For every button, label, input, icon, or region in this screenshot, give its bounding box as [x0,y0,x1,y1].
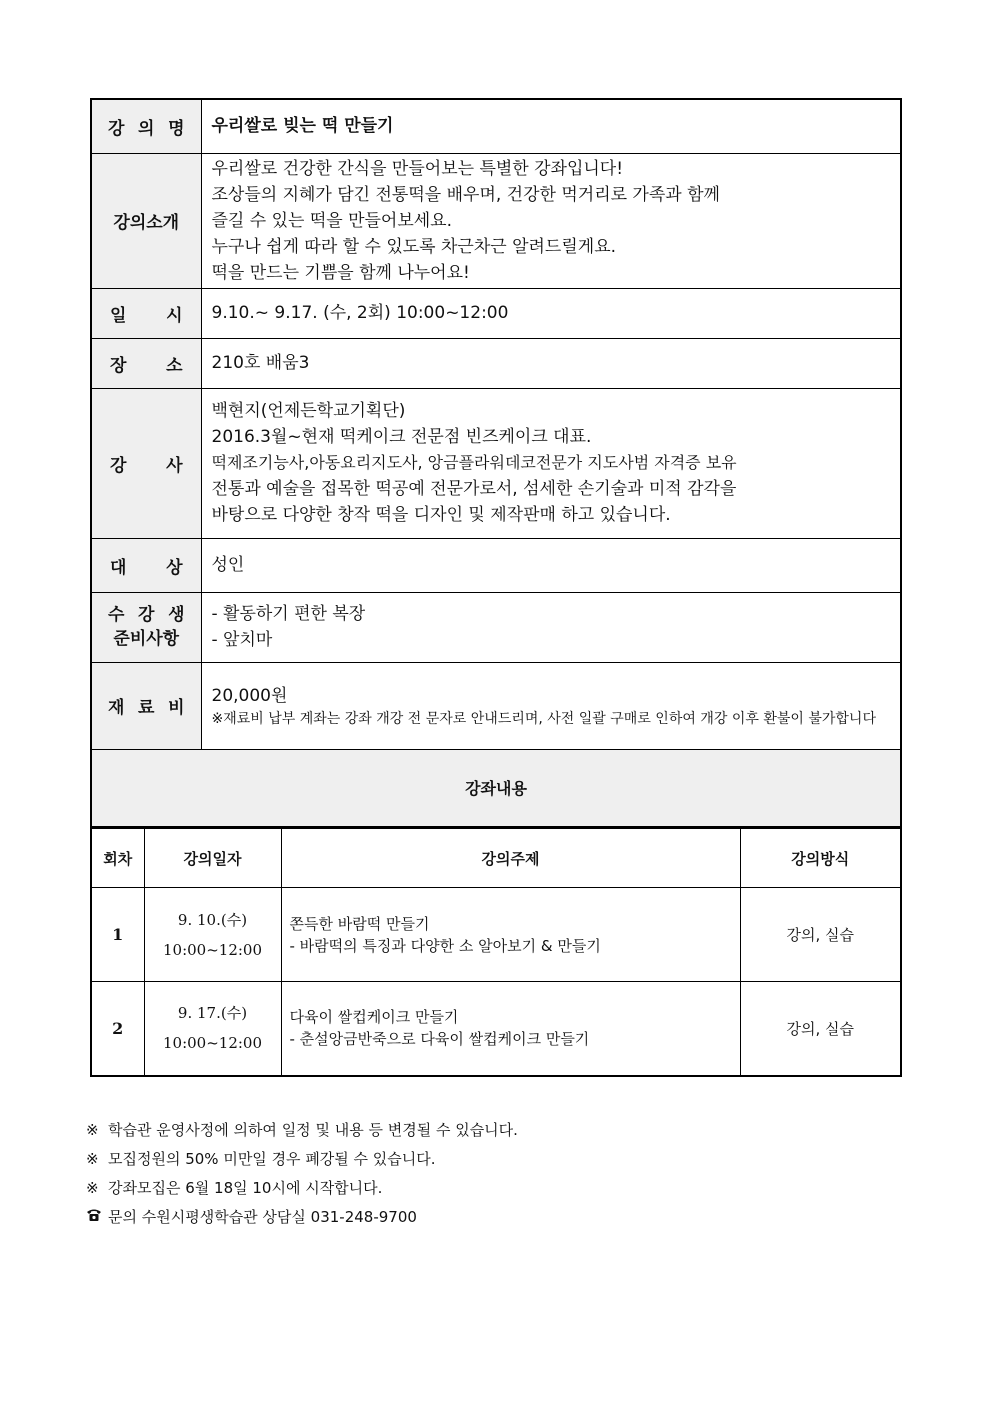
label-char: 강 [108,118,125,139]
course-name: 우리쌀로 빚는 떡 만들기 [201,99,901,153]
place-value: 210호 배움3 [201,338,901,388]
row-material-fee [91,662,901,749]
intro-line: 조상들의 지혜가 담긴 전통떡을 배우며, 건강한 먹거리로 가족과 함께 [211,184,720,205]
row-section-head [91,749,901,827]
header-topic: 강의주제 [281,828,740,888]
target-value: 성인 [201,538,901,592]
session-method: 강의, 실습 [740,982,901,1076]
topic-detail: - 춘설앙금반죽으로 다육이 쌀컵케이크 만들기 [289,1030,590,1049]
footer-note [86,1145,518,1174]
label-char: 수 [108,605,125,625]
footer-note [86,1174,518,1203]
topic-detail: - 바람떡의 특징과 다양한 소 알아보기 & 만들기 [289,936,601,955]
session-date [144,982,281,1076]
label-char: 명 [168,118,185,139]
session-number: 2 [91,982,144,1076]
instructor-line: 전통과 예술을 접목한 떡공예 전문가로서, 섬세한 손기술과 미적 감각을 [211,479,737,499]
fee-amount: 20,000원 [211,685,288,706]
label-date [91,288,201,338]
label-char: 상 [166,557,183,578]
instructor-text [201,388,901,538]
label-char: 사 [166,455,183,476]
label-preparation [91,592,201,662]
prep-line: - 앞치마 [211,630,273,650]
row-preparation [91,592,901,662]
preparation-text [201,592,901,662]
topic-title: 쫀득한 바람떡 만들기 [289,914,430,933]
note-text: 학습관 운영사정에 의하여 일정 및 내용 등 변경될 수 있습니다. [108,1121,518,1139]
prep-line: - 활동하기 편한 복장 [211,604,366,624]
intro-line: 우리쌀로 건강한 간식을 만들어보는 특별한 강좌입니다! [211,158,624,179]
header-method: 강의방식 [740,828,901,888]
row-target [91,538,901,592]
table-row [91,888,901,982]
instructor-line: 2016.3월~현재 떡케이크 전문점 빈즈케이크 대표. [211,427,592,447]
intro-line: 떡을 만드는 기쁨을 함께 나누어요! [211,262,470,283]
intro-text [201,153,901,288]
row-place [91,338,901,388]
section-title: 강좌내용 [91,749,901,827]
footer-notes [86,1116,518,1232]
session-method: 강의, 실습 [740,888,901,982]
label-instructor [91,388,201,538]
label-char: 일 [110,305,127,326]
label-char: 재 [108,698,125,718]
intro-line: 즐길 수 있는 떡을 만들어보세요. [211,210,453,231]
label-material-fee [91,662,201,749]
topic-title: 다육이 쌀컵케이크 만들기 [289,1008,459,1027]
contact-text: 문의 수원시평생학습관 상담실 031-248-9700 [108,1208,417,1226]
header-session: 회차 [91,828,144,888]
label-char: 생 [168,605,185,625]
label-char: 강 [110,455,127,476]
label-char: 장 [110,355,127,376]
label-char: 소 [166,355,183,376]
session-day: 9. 10.(수) [177,910,248,929]
session-date [144,888,281,982]
session-number: 1 [91,888,144,982]
session-topic [281,888,740,982]
note-text: 강좌모집은 6월 18일 10시에 시작합니다. [108,1179,383,1197]
label-place [91,338,201,388]
label-char: 시 [166,305,183,326]
phone-icon [86,1203,108,1232]
instructor-line: 떡제조기능사,아동요리지도사, 앙금플라워데코전문가 지도사범 자격증 보유 [211,453,737,472]
reference-mark: ※ [86,1121,99,1139]
row-intro [91,153,901,288]
instructor-line: 백현지(언제든학교기획단) [211,401,406,421]
label-char: 의 [138,118,155,139]
label-intro: 강의소개 [91,153,201,288]
footer-note [86,1116,518,1145]
label-char: 대 [110,557,127,578]
reference-mark: ※ [86,1150,99,1168]
session-time: 10:00~12:00 [162,1034,263,1053]
label-char: 비 [168,698,185,718]
label-char: 강 [138,605,155,625]
label-char: 료 [138,698,155,718]
intro-line: 누구나 쉽게 따라 할 수 있도록 차근차근 알려드릴게요. [211,236,617,257]
table-row [91,982,901,1076]
schedule-table [90,827,902,1077]
session-topic [281,982,740,1076]
material-fee-text [201,662,901,749]
session-day: 9. 17.(수) [177,1004,248,1023]
date-value: 9.10.~ 9.17. (수, 2회) 10:00~12:00 [201,288,901,338]
reference-mark: ※ [86,1179,99,1197]
course-info-table [90,98,902,828]
note-text: 모집정원의 50% 미만일 경우 폐강될 수 있습니다. [108,1150,436,1168]
header-date: 강의일자 [144,828,281,888]
row-date [91,288,901,338]
schedule-header-row [91,828,901,888]
instructor-line: 바탕으로 다양한 창작 떡을 디자인 및 제작판매 하고 있습니다. [211,505,671,525]
fee-note: ※재료비 납부 계좌는 강좌 개강 전 문자로 안내드리며, 사전 일괄 구매로 인하여 개강 이후 환불이 불가합니다 [211,710,876,727]
label-line: 준비사항 [113,629,180,649]
session-time: 10:00~12:00 [162,940,263,959]
footer-contact [86,1203,518,1232]
label-course-name [91,99,201,153]
label-target [91,538,201,592]
row-instructor [91,388,901,538]
row-course-name [91,99,901,153]
